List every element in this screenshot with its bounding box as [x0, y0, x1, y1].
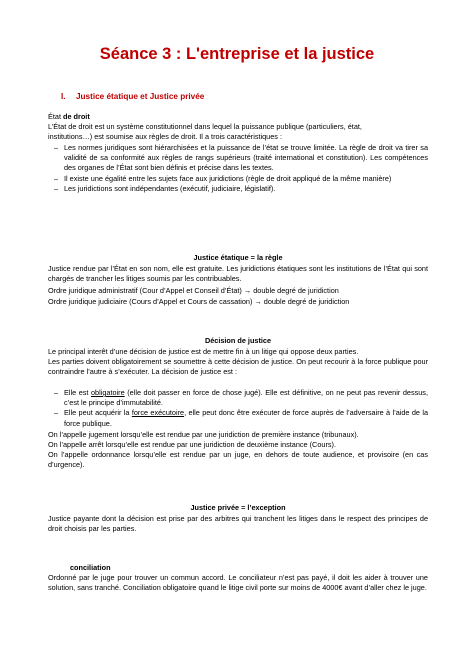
section-label: Justice étatique et Justice privée: [76, 92, 205, 101]
etat-de-droit-list: [48, 143, 428, 194]
page-title: Séance 3 : L'entreprise et la justice: [99, 45, 375, 63]
justice-etatique-line: Ordre juridique administratif (Cour d’Appel et Conseil d’État) → double degré de juridiction: [48, 286, 339, 295]
etat-de-droit-intro-line: institutions…) est soumise aux règles de droit. Il a trois caractéristiques :: [48, 132, 283, 142]
conciliation-heading: conciliation: [70, 563, 111, 572]
justice-etatique-paragraph: Justice rendue par l’État en son nom, elle est gratuite. Les juridictions étatiques sont les institutions de l’État qui sont chargés de trancher les litiges soumis par les contribuables.: [48, 264, 428, 284]
section-number: I.: [61, 92, 66, 101]
etat-de-droit-heading-bold: de droit: [63, 112, 90, 121]
list-item-text: Elle peut acquérir la: [64, 408, 132, 418]
list-item-text: Elle est: [64, 388, 91, 397]
conciliation-paragraph: Ordonné par le juge pour trouver un commun accord. Le conciliateur n’est pas payé, il doit les aider à trouver une solution, sans tranché. Conciliation obligatoire quand le litige civil porte sur moins de 4000€ avant d’aller chez le juge.: [48, 573, 428, 593]
list-item: [48, 408, 428, 428]
justice-privee-heading: Justice privée = l’exception: [190, 503, 286, 512]
section-heading: [61, 91, 204, 102]
justice-etatique-heading: Justice étatique = la règle: [193, 253, 283, 262]
list-item: – Il existe une égalité entre les sujets face aux juridictions (règle de droit appliqué de la même manière): [48, 174, 428, 184]
decision-after-line: On l’appelle jugement lorsqu’elle est rendue par une juridiction de première instance (tribunaux).: [48, 430, 359, 439]
list-item: [48, 388, 428, 408]
etat-de-droit-heading: [48, 112, 428, 122]
etat-de-droit-intro-line: L’État de droit est un système constitutionnel dans lequel la puissance publique (particuliers, état,: [48, 122, 362, 131]
list-item: – Les juridictions sont indépendantes (exécutif, judiciaire, législatif).: [48, 184, 428, 194]
decision-intro: Le principal interêt d’une décision de justice est de mettre fin à un litige qui oppose deux parties.: [48, 347, 359, 356]
decision-after-line: On l’appelle ordonnance lorsqu’elle est rendue par un juge, en dehors de toute audience, et provisoire (en cas d’urgence).: [48, 450, 428, 470]
justice-etatique-line: Ordre juridique judiciaire (Cours d’Appel et Cours de cassation) → double degré de juridiction: [48, 297, 350, 306]
decision-after-line: On l’appelle arrêt lorsqu’elle est rendue par une juridiction de deuxième instance (Cours).: [48, 440, 336, 449]
decision-list: [48, 388, 428, 429]
list-item: – Les normes juridiques sont hiérarchisées et la puissance de l’état se trouve limitée. La règle de droit va tirer sa validité de sa conformité aux règles de rangs supérieurs (traité international et constitution). Les compétences des organes de l’État sont bien définis et précise dans les textes.: [48, 143, 428, 174]
underlined-term: force exécutoire: [131, 408, 185, 418]
list-item-text: (elle doit passer en force de chose jugé). Elle est définitive, on ne peut pas revenir dessus, c’est le principe d’immutabilité.: [64, 388, 428, 408]
justice-privee-paragraph: Justice payante dont la décision est prise par des arbitres qui tranchent les litiges dans le respect des principes de droit choisis par les parties.: [48, 514, 428, 534]
decision-paragraph: Les parties doivent obligatoirement se soumettre à cette décision de justice. On peut recourir à la force publique pour contraindre l’autre à s’exécuter. La décision de justice est :: [48, 357, 428, 377]
list-item-text: , elle peut donc être exécuter de force auprès de l’adversaire à l’aide de la force publique.: [64, 408, 428, 428]
etat-de-droit-heading-prefix: État: [48, 112, 64, 121]
decision-heading: Décision de justice: [204, 336, 272, 345]
underlined-term: obligatoire: [91, 388, 125, 397]
etat-de-droit-intro: [48, 122, 428, 142]
